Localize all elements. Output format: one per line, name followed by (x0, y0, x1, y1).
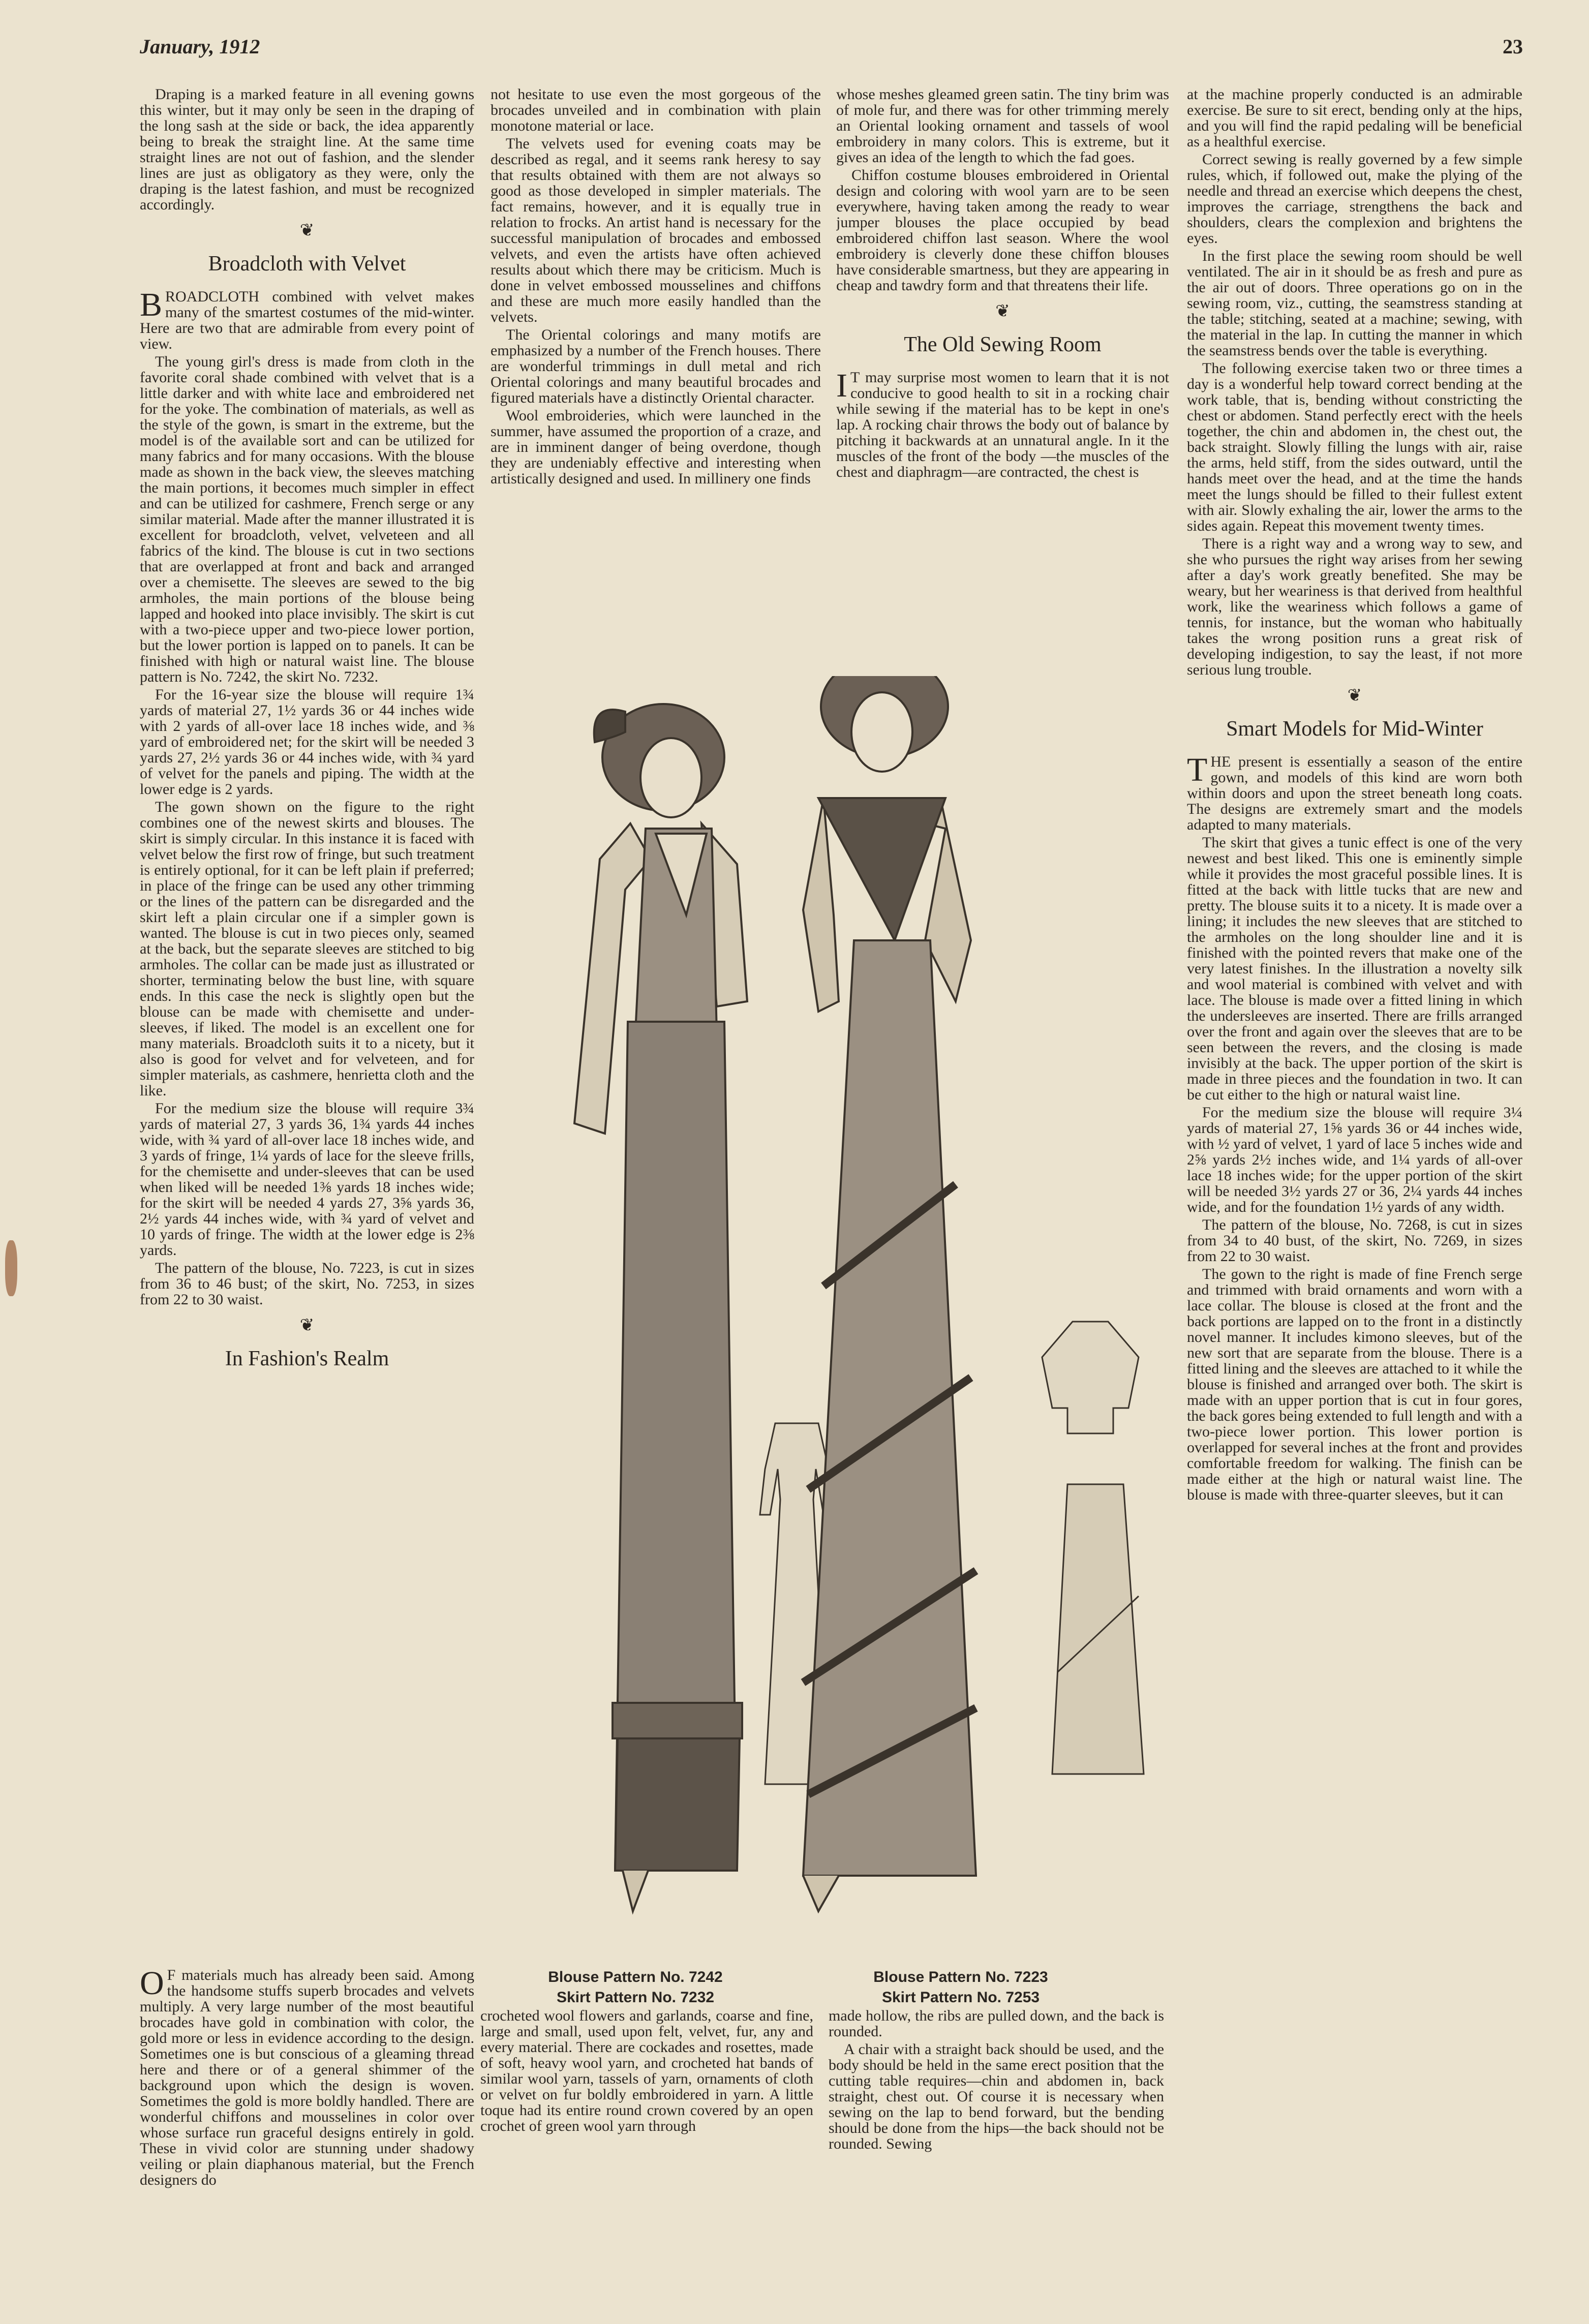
column-3-bottom (829, 2008, 1164, 2303)
paragraph: Correct sewing is really governed by a few simple rules, which, if followed out, make the plying of the needle and thread an exercise which deepens the chest, improves the carriage, strengthens the back and shoulders, clears the complexion and brightens the eyes. (1187, 151, 1522, 247)
paragraph: The following exercise taken two or three times a day is a wonderful help toward correct bending at the work table, that is, bending without constricting the chest or abdomen. Stand perfectly erect with the heels together, the chin and abdomen in, the chest out, the back straight. Slowly filling the lungs with air, raise the arms, held stiff, from the sides outward, until the hands meet over the head, and at the time the hands meet the lungs should be filled to their fullest extent with air. Slowly exhaling the air, lower the arms to the sides again. Repeat this movement twenty times. (1187, 360, 1522, 534)
paragraph: The velvets used for evening coats may be described as regal, and it seems rank heresy to say that results obtained with them are not always so good as those developed in simpler materials. The fact remains, however, and it is equally true in relation to frocks. An artist hand is necessary for the successful manipulation of brocades and embossed velvets, and even the artists have often achieved results about which there may be criticism. Much is done in velvet embossed mousselines and chiffons and these are much more easily handled than the velvets. (491, 135, 821, 325)
paragraph: whose meshes gleamed green satin. The tiny brim was of mole fur, and there was for other trimming merely an Oriental looking ornament and tassels of wool embroidery in many colors. This is extreme, but it gives an idea of the length to which the fad goes. (836, 86, 1169, 166)
caption-line: Skirt Pattern No. 7253 (881, 1989, 1040, 2006)
paragraph: For the medium size the blouse will require 3¾ yards of material 27, 3 yards 36, 1¾ yards 44 inches wide, with ¾ yard of all-over lace 18 inches wide, and 3 yards of fringe, 1¼ yards of lace for the sleeve frills, for the chemisette and under-sleeves that can be used when liked will be needed 1⅜ yards 18 inches wide; for the skirt will be needed 4 yards 27, 3⅝ yards 36, 2½ yards 44 inches wide, with ¾ yard of velvet and 10 yards of fringe. The width at the lower edge is 2⅜ yards. (140, 1100, 474, 1259)
caption-line: Skirt Pattern No. 7232 (556, 1989, 715, 2006)
section-title-smart-models: Smart Models for Mid-Winter (1226, 717, 1483, 741)
paragraph: made hollow, the ribs are pulled down, and the back is rounded. (829, 2008, 1164, 2040)
drop-cap: B (140, 286, 163, 323)
caption-left (539, 1967, 732, 2008)
paragraph: The pattern of the blouse, No. 7223, is cut in sizes from 36 to 46 bust; of the skirt, No. 7253, in sizes from 22 to 30 waist. (140, 1260, 474, 1308)
ornament-icon: ❦ (299, 221, 315, 240)
ornament-icon: ❦ (299, 1316, 315, 1335)
paragraph: Chiffon costume blouses embroidered in Oriental design and coloring with wool yarn are to be seen everywhere, having taken among the ready to wear jumper blouses the place occupied by bead embroidered chiffon last season. Where the wool embroidery is cleverly done these chiffon blouses have considerable smartness, but they are appearing in cheap and tawdry form and that threatens their life. (836, 167, 1169, 294)
caption-line: Blouse Pattern No. 7223 (873, 1969, 1048, 1985)
paragraph: The skirt that gives a tunic effect is one of the very newest and best liked. This one is eminently simple while it provides the most graceful possible lines. It is fitted at the back with little tucks that are new and pretty. The blouse suits it to a nicety. It is made over a lining; it includes the new sleeves that are stitched to the armholes on the long shoulder line and it is finished with the pointed revers that make one of the very latest finishes. In the illustration a novelty silk and wool material is combined with velvet and with lace. The blouse is made over a fitted lining in which the undersleeves are inserted. There are frills arranged over the front and again over the sleeves that are to be seen between the revers, and the closing is made invisibly at the back. The upper portion of the skirt is made in three pieces and the foundation in two. It can be cut either to the high or natural waist line. (1187, 834, 1522, 1103)
paragraph: not hesitate to use even the most gorgeous of the brocades unveiled and in combination with plain monotone material or lace. (491, 86, 821, 134)
issue-date: January, 1912 (140, 35, 260, 58)
column-2-bottom (480, 2008, 813, 2303)
paragraph-text: F materials much has already been said. Among the handsome stuffs superb brocades and velvets multiply. A very large number of the most beautiful brocades have gold in combination with color, the gold more or less in evidence according to the design. Sometimes one is but conscious of a gleaming thread here and there or of a general shimmer of the background upon which the design is woven. Sometimes the gold is more boldly handled. There are wonderful chiffons and mousselines in color over whose surface run graceful designs entirely in gold. These in vivid color are stunning under shadowy veiling or plain diaphanous material, but the French designers do (140, 1967, 474, 2188)
paragraph-text: HE present is essentially a season of the entire gown, and models of this kind are worn both within doors and upon the street beneath long coats. The designs are extremely smart and the models adapted to many materials. (1187, 753, 1522, 833)
column-2 (491, 86, 821, 696)
fashion-illustration (498, 676, 1174, 1977)
paragraph (836, 367, 1169, 480)
paragraph: crocheted wool flowers and garlands, coarse and fine, large and small, used upon felt, velvet, fur, any and every material. There are cockades and rosettes, made of soft, heavy wool yarn, and crocheted hat bands of similar wool yarn, tassels of yarn, ornaments of cloth or velvet on fur boldly embroidered in yarn. A little toque had its entire round crown covered by an open crochet of green wool yarn through (480, 2008, 813, 2134)
paragraph: A chair with a straight back should be used, and the body should be held in the same erect position that the cutting table requires—chin and abdomen in, back straight, chest out. Of course it is necessary when sewing on the lap to bend forward, but the bending should be done from the hips—the back should not be rounded. Sewing (829, 2041, 1164, 2152)
paragraph: The young girl's dress is made from cloth in the favorite coral shade combined with velvet that is a little darker and with white lace and embroidered net for the yoke. The combination of materials, as well as the style of the gown, is smart in the extreme, but the model is of the available sort and can be utilized for many fabrics and for many occasions. With the blouse made as shown in the back view, the sleeves matching the main portions, it becomes much simpler in effect and can be utilized for cashmere, French serge or any similar material. Made after the manner illustrated it is excellent for broadcloth, velvet, velveteen and all fabrics of the kind. The blouse is cut in two sections that are overlapped at front and back and arranged over a chemisette. The sleeves are sewed to the big armholes, the main portions of the blouse being lapped and hooked into place invisibly. The skirt is cut with a two-piece upper and two-piece lower portion, but the lower portion is lapped on to panels. It can be finished with high or natural waist line. The blouse pattern is No. 7242, the skirt No. 7232. (140, 353, 474, 685)
paragraph (140, 286, 474, 352)
paragraph: For the medium size the blouse will require 3¼ yards of material 27, 1⅝ yards 36 or 44 inches wide, with ½ yard of velvet, 1 yard of lace 5 inches wide and 2⅝ yards 2½ inches wide, and 1¼ yards of all-over lace 18 inches wide; for the upper portion of the skirt will be needed 3½ yards 27 or 36, 2¼ yards 44 inches wide, and for the foundation 1½ yards of any width. (1187, 1104, 1522, 1215)
paper-stain (5, 1240, 17, 1296)
caption-line: Blouse Pattern No. 7242 (548, 1969, 723, 1985)
section-title-broadcloth: Broadcloth with Velvet (208, 252, 406, 276)
paragraph: The Oriental colorings and many motifs are emphasized by a number of the French houses. There are wonderful trimmings in dull metal and rich Oriental colorings and many beautiful brocades and figured materials have a distinctly Oriental character. (491, 326, 821, 406)
column-1-bottom (140, 1967, 474, 2298)
paragraph (140, 1967, 474, 2188)
section-title-fashion: In Fashion's Realm (225, 1347, 389, 1370)
column-4 (1187, 86, 1522, 2308)
column-1 (140, 86, 474, 1840)
column-3 (836, 86, 1169, 717)
paragraph: In the first place the sewing room should be well ventilated. The air in it should be as fresh and pure as the air out of doors. Three operations go on in the sewing room, viz., cutting, the seamstress standing at the table; stitching, seated at a machine; sewing, with the material in the lap. In cutting the manner in which the seamstress bends over the table is everything. (1187, 248, 1522, 359)
paragraph: The gown to the right is made of fine French serge and trimmed with braid ornaments and worn with a lace collar. The blouse is closed at the front and the back portions are lapped on to the front in a distinctly novel manner. It includes kimono sleeves, but of the new sort that are separate from the blouse. There is a fitted lining and the sleeves are attached to it while the blouse is finished and arranged over both. The skirt is made with an upper portion that is cut in four gores, the back gores being extended to full length and with a two-piece lower portion. This lower portion is overlapped for several inches at the front and provides comfortable freedom for walking. The finish can be made either at the high or natural waist line. The blouse is made with three-quarter sleeves, but it can (1187, 1266, 1522, 1503)
ornament-icon: ❦ (1347, 686, 1362, 705)
paragraph: at the machine properly conducted is an admirable exercise. Be sure to sit erect, bending only at the hips, and you will find the rapid pedaling will be beneficial as a healthful exercise. (1187, 86, 1522, 150)
drop-cap: I (836, 367, 847, 404)
paragraph: The pattern of the blouse, No. 7268, is cut in sizes from 34 to 40 bust, of the skirt, No. 7269, in sizes from 22 to 30 waist. (1187, 1216, 1522, 1265)
section-title-sewing: The Old Sewing Room (904, 333, 1102, 356)
paragraph (1187, 751, 1522, 833)
page-header (140, 30, 1523, 66)
paragraph-text: ROADCLOTH combined with velvet makes many of the smartest costumes of the mid-winter. Here are two that are admirable from every point of view. (140, 288, 474, 352)
paragraph-text: T may surprise most women to learn that it is not conducive to good health to sit in a rocking chair while sewing if the material has to be kept in one's lap. A rocking chair throws the body out of balance by pitching it backwards at an unnatural angle. In it the muscles of the front of the body —the muscles of the chest and diaphragm—are contracted, the chest is (836, 369, 1169, 480)
paragraph: Draping is a marked feature in all evening gowns this winter, but it may only be seen in the draping of the long sash at the side or back, the idea apparently being to break the straight line. At the same time straight lines are not out of fashion, and the slender lines are just as obligatory as they were, only the draping is the latest fashion, and must be recognized accordingly. (140, 86, 474, 213)
ornament-icon: ❦ (995, 302, 1010, 321)
paragraph: For the 16-year size the blouse will require 1¾ yards of material 27, 1½ yards 36 or 44 inches wide with 2 yards of all-over lace 18 inches wide, and ⅜ yard of embroidered net; for the skirt will be needed 3 yards 27, 2½ yards 36 or 44 inches wide, with ¾ yard of velvet for the panels and piping. The width at the lower edge is 2 yards. (140, 686, 474, 798)
drop-cap: T (1187, 751, 1208, 788)
caption-right (859, 1967, 1062, 2008)
paragraph: There is a right way and a wrong way to sew, and she who pursues the right way arises from her sewing after a day's work greatly benefited. She may be weary, but her weariness is that derived from healthful work, like the weariness which follows a game of tennis, for instance, but the woman who habitually takes the wrong position runs a great risk of developing indigestion, to say the least, if not more serious lung trouble. (1187, 535, 1522, 678)
drop-cap: O (140, 1967, 164, 2002)
page-number: 23 (1503, 35, 1523, 58)
paragraph: Wool embroideries, which were launched in the summer, have assumed the proportion of a craze, and are in imminent danger of being overdone, though they are undeniably effective and interesting when artistically designed and used. In millinery one finds (491, 407, 821, 487)
paragraph: The gown shown on the figure to the right combines one of the newest skirts and blouses. The skirt is simply circular. In this instance it is faced with velvet below the first row of fringe, but such treatment is entirely optional, for it can be left plain if preferred; in place of the fringe can be used any other trimming or the lines of the pattern can be disregarded and the skirt left a plain circular one if a simpler gown is wanted. The blouse is cut in two pieces only, seamed at the back, but the separate sleeves are stitched to big armholes. The collar can be made just as illustrated or shorter, terminating below the bust line, with square ends. In this case the neck is slightly open but the blouse can be made with chemisette and under-sleeves, if liked. The model is an excellent one for many materials. Broadcloth suits it to a nicety, but it also is good for velvet and for velveteen, and for simpler materials, as cashmere, henrietta cloth and the like. (140, 799, 474, 1099)
